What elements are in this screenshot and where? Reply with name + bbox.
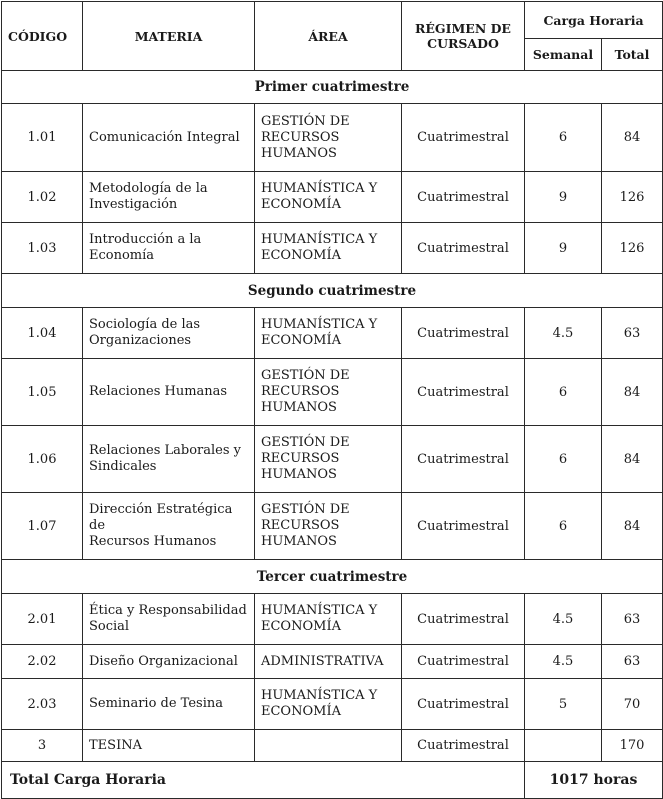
cell-total: 63 <box>602 645 663 679</box>
header-semanal: Semanal <box>525 39 602 71</box>
table-row <box>2 730 663 762</box>
area-line: HUMANOS <box>261 534 337 549</box>
table-row <box>2 223 663 274</box>
materia-line: Dirección Estratégica <box>89 502 233 517</box>
cell-semanal: 5 <box>525 679 602 730</box>
area-line: ECONOMÍA <box>261 333 341 348</box>
area-line: ECONOMÍA <box>261 197 341 212</box>
materia-line: Comunicación Integral <box>89 129 240 145</box>
area-line: RECURSOS <box>261 384 340 399</box>
cell-regimen: Cuatrimestral <box>402 308 525 359</box>
cell-total: 84 <box>602 493 663 560</box>
cell-regimen: Cuatrimestral <box>402 426 525 493</box>
materia-line: Diseño Organizacional <box>89 653 238 669</box>
header-materia: MATERIA <box>83 2 255 71</box>
area-line: HUMANÍSTICA Y <box>261 317 378 332</box>
cell-regimen: Cuatrimestral <box>402 172 525 223</box>
section-title: Tercer cuatrimestre <box>2 560 663 594</box>
cell-area <box>255 679 402 730</box>
cell-codigo: 2.01 <box>2 594 83 645</box>
materia-line: Relaciones Laborales y <box>89 443 242 458</box>
cell-materia <box>83 308 255 359</box>
area-line: GESTIÓN DE <box>261 368 350 383</box>
cell-semanal: 4.5 <box>525 645 602 679</box>
header-total: Total <box>602 39 663 71</box>
cell-area <box>255 594 402 645</box>
cell-codigo: 1.02 <box>2 172 83 223</box>
cell-materia <box>83 359 255 426</box>
cell-total: 170 <box>602 730 663 762</box>
cell-regimen: Cuatrimestral <box>402 679 525 730</box>
cell-area <box>255 730 402 762</box>
materia-line: Relaciones Humanas <box>89 384 228 399</box>
cell-codigo: 2.02 <box>2 645 83 679</box>
cell-area <box>255 359 402 426</box>
header-carga-horaria: Carga Horaria <box>525 2 663 39</box>
table-row <box>2 594 663 645</box>
cell-semanal: 6 <box>525 493 602 560</box>
materia-line: Social <box>89 619 130 634</box>
cell-codigo: 1.07 <box>2 493 83 560</box>
cell-total: 63 <box>602 594 663 645</box>
cell-total: 126 <box>602 172 663 223</box>
cell-codigo: 2.03 <box>2 679 83 730</box>
area-line: HUMANOS <box>261 467 337 482</box>
cell-regimen: Cuatrimestral <box>402 493 525 560</box>
cell-materia <box>83 172 255 223</box>
area-line: ECONOMÍA <box>261 248 341 263</box>
total-label: Total Carga Horaria <box>2 762 525 799</box>
area-line: GESTIÓN DE <box>261 435 350 450</box>
cell-materia <box>83 104 255 172</box>
cell-area <box>255 645 402 679</box>
cell-regimen: Cuatrimestral <box>402 359 525 426</box>
area-line: HUMANOS <box>261 400 337 415</box>
cell-semanal: 9 <box>525 172 602 223</box>
cell-materia <box>83 493 255 560</box>
total-row <box>2 762 663 799</box>
cell-area <box>255 104 402 172</box>
cell-materia <box>83 426 255 493</box>
cell-total: 70 <box>602 679 663 730</box>
cell-materia <box>83 679 255 730</box>
cell-semanal: 6 <box>525 426 602 493</box>
cell-total: 84 <box>602 104 663 172</box>
cell-regimen: Cuatrimestral <box>402 223 525 274</box>
table-row <box>2 426 663 493</box>
cell-area <box>255 223 402 274</box>
materia-line: Ética y Responsabilidad <box>89 603 247 618</box>
cell-semanal: 9 <box>525 223 602 274</box>
cell-codigo: 1.06 <box>2 426 83 493</box>
materia-line: Economía <box>89 248 155 263</box>
header-codigo: CÓDIGO <box>2 2 83 71</box>
cell-semanal: 6 <box>525 359 602 426</box>
cell-semanal: 4.5 <box>525 308 602 359</box>
cell-codigo: 1.05 <box>2 359 83 426</box>
materia-line: Recursos Humanos <box>89 534 217 549</box>
cell-area <box>255 426 402 493</box>
cell-area <box>255 308 402 359</box>
table-row <box>2 359 663 426</box>
cell-materia <box>83 594 255 645</box>
section-row-tercer <box>2 560 663 594</box>
table-row <box>2 172 663 223</box>
materia-line: Organizaciones <box>89 333 192 348</box>
area-line: HUMANOS <box>261 145 337 161</box>
table-body <box>2 2 663 799</box>
header-row <box>2 2 663 39</box>
cell-codigo: 3 <box>2 730 83 762</box>
cell-materia <box>83 645 255 679</box>
materia-line: Metodología de la <box>89 181 208 196</box>
total-value: 1017 horas <box>525 762 663 799</box>
cell-total: 63 <box>602 308 663 359</box>
table-row <box>2 645 663 679</box>
materia-line: de <box>89 518 106 533</box>
area-line: RECURSOS <box>261 451 340 466</box>
cell-area <box>255 172 402 223</box>
area-line: HUMANÍSTICA Y <box>261 232 378 247</box>
cell-semanal <box>525 730 602 762</box>
section-row-primer <box>2 71 663 104</box>
cell-codigo: 1.01 <box>2 104 83 172</box>
materia-line: Sociología de las <box>89 317 201 332</box>
area-line: ECONOMÍA <box>261 704 341 719</box>
section-title: Segundo cuatrimestre <box>2 274 663 308</box>
cell-area <box>255 493 402 560</box>
cell-regimen: Cuatrimestral <box>402 645 525 679</box>
cell-materia <box>83 223 255 274</box>
cell-semanal: 4.5 <box>525 594 602 645</box>
table-row <box>2 493 663 560</box>
area-line: GESTIÓN DE <box>261 113 350 129</box>
cell-total: 126 <box>602 223 663 274</box>
cell-total: 84 <box>602 426 663 493</box>
header-area: ÁREA <box>255 2 402 71</box>
section-title: Primer cuatrimestre <box>2 71 663 104</box>
cell-semanal: 6 <box>525 104 602 172</box>
area-line: ADMINISTRATIVA <box>261 653 384 669</box>
area-line: RECURSOS <box>261 518 340 533</box>
study-plan-table <box>1 1 663 799</box>
section-row-segundo <box>2 274 663 308</box>
materia-line: Investigación <box>89 197 178 212</box>
table-row <box>2 679 663 730</box>
cell-materia <box>83 730 255 762</box>
cell-total: 84 <box>602 359 663 426</box>
materia-line: Introducción a la <box>89 232 202 247</box>
cell-regimen: Cuatrimestral <box>402 104 525 172</box>
area-line: GESTIÓN DE <box>261 502 350 517</box>
area-line: ECONOMÍA <box>261 619 341 634</box>
table-row <box>2 104 663 172</box>
header-regimen-line2: CURSADO <box>427 36 499 51</box>
cell-codigo: 1.04 <box>2 308 83 359</box>
header-regimen <box>402 2 525 71</box>
materia-line: TESINA <box>89 737 142 753</box>
materia-line: Sindicales <box>89 459 157 474</box>
area-line: RECURSOS <box>261 129 340 145</box>
cell-regimen: Cuatrimestral <box>402 730 525 762</box>
cell-regimen: Cuatrimestral <box>402 594 525 645</box>
area-line: HUMANÍSTICA Y <box>261 181 378 196</box>
cell-codigo: 1.03 <box>2 223 83 274</box>
header-regimen-line1: RÉGIMEN DE <box>415 21 511 36</box>
table-row <box>2 308 663 359</box>
area-line: HUMANÍSTICA Y <box>261 688 378 703</box>
materia-line: Seminario de Tesina <box>89 696 223 711</box>
area-line: HUMANÍSTICA Y <box>261 603 378 618</box>
